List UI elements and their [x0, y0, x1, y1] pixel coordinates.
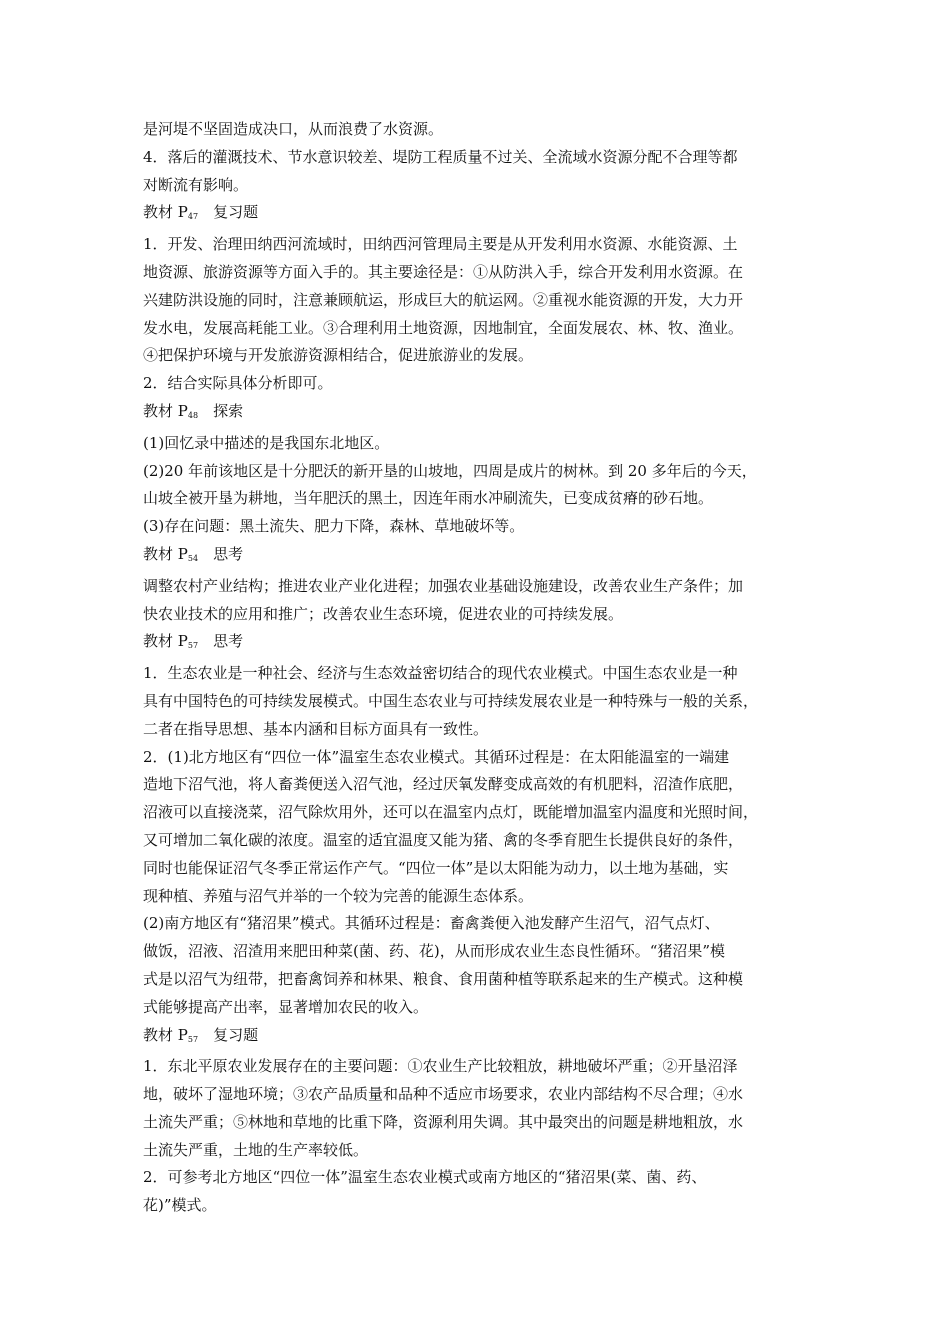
paragraph: 4．落后的灌溉技术、节水意识较差、堤防工程质量不过关、全流域水资源分配不合理等都 对断流有影响。: [143, 147, 738, 194]
paragraph: 1．东北平原农业发展存在的主要问题：①农业生产比较粗放，耕地破坏严重；②开垦沼泽 地，破坏了湿地环境；③农产品质量和品种不适应市场要求，农业内部结构不尽合理；④水 土流失严重；⑤林地和草地的比重下降，资源利用失调。其中最突出的问题是耕地粗放，水 土流失严重，土地的生产率较低。: [143, 1057, 744, 1159]
paragraph: 2．结合实际具体分析即可。: [143, 374, 333, 393]
section-heading: [143, 541, 823, 573]
paragraph: (3)存在问题：黑土流失、肥力下降，森林、草地破坏等。: [143, 517, 525, 536]
paragraph: 1．生态农业是一种社会、经济与生态效益密切结合的现代农业模式。中国生态农业是一种 具有中国特色的可持续发展模式。中国生态农业与可持续发展农业是一种特殊与一般的关系， 二者在指导思想、基本内涵和目标方面具有一致性。: [143, 664, 759, 738]
section-heading: [143, 398, 823, 430]
heading-title: 复习题: [213, 203, 259, 222]
heading-prefix: 教材 P: [143, 632, 188, 651]
heading-title: 探索: [213, 401, 244, 420]
page-number: 48: [187, 410, 199, 420]
section-heading: [143, 199, 823, 231]
heading-prefix: 教材 P: [143, 1025, 188, 1044]
section-heading: [143, 1022, 823, 1054]
heading-title: 思考: [213, 632, 244, 651]
heading-prefix: 教材 P: [143, 544, 188, 563]
heading-title: 思考: [213, 544, 244, 563]
paragraph: 2．可参考北方地区“四位一体”温室生态农业模式或南方地区的“猪沼果(菜、菌、药、 花)”模式。: [143, 1168, 707, 1215]
page-number: 57: [187, 1034, 199, 1044]
heading-prefix: 教材 P: [143, 401, 188, 420]
page-number: 54: [187, 553, 199, 563]
paragraph: (2)南方地区有“猪沼果”模式。其循环过程是：畜禽粪便入池发酵产生沼气，沼气点灯、 做饭，沼液、沼渣用来肥田种菜(菌、药、花)，从而形成农业生态良性循环。“猪沼果”模 式是以沼气为纽带，把畜禽饲养和林果、粮食、食用菌种植等联系起来的生产模式。这种模 式能够提高产出率，显著增加农民的收入。: [143, 914, 744, 1016]
paragraph: (2)20 年前该地区是十分肥沃的新开垦的山坡地，四周是成片的树林。到 20 多年后的今天， 山坡全被开垦为耕地，当年肥沃的黑土，因连年雨水冲刷流失，已变成贫瘠的砂石地。: [143, 461, 757, 508]
paragraph: 是河堤不坚固造成决口，从而浪费了水资源。: [143, 120, 444, 138]
page-number: 57: [187, 641, 199, 651]
document-body: [143, 116, 823, 1220]
section-heading: [143, 628, 823, 660]
heading-title: 复习题: [213, 1025, 259, 1044]
paragraph: 调整农村产业结构；推进农业产业化进程；加强农业基础设施建设，改善农业生产条件；加 快农业技术的应用和推广；改善农业生态环境，促进农业的可持续发展。: [143, 576, 744, 623]
heading-prefix: 教材 P: [143, 203, 188, 222]
paragraph: 2．(1)北方地区有“四位一体”温室生态农业模式。其循环过程是：在太阳能温室的一端建 造地下沼气池，将人畜粪便送入沼气池，经过厌氧发酵变成高效的有机肥料，沼渣作底肥， 沼液可以直接浇菜，沼气除炊用外，还可以在温室内点灯，既能增加温室内温度和光照时间， 又可增加二氧化碳的浓度。温室的适宜温度又能为猪、禽的冬季育肥生长提供良好的条件， 同时也能保证沼气冬季正常运作产气。“四位一体”是以太阳能为动力，以土地为基础，实 现种植、养殖与沼气并举的一个较为完善的能源生态体系。: [143, 747, 759, 905]
page-number: 47: [187, 212, 199, 222]
paragraph: 1．开发、治理田纳西河流域时，田纳西河管理局主要是从开发利用水资源、水能资源、土 地资源、旅游资源等方面入手的。其主要途径是：①从防洪入手，综合开发利用水资源。在 兴建防洪设施的同时，注意兼顾航运，形成巨大的航运网。②重视水能资源的开发，大力开 发水电，发展高耗能工业。③合理利用土地资源，因地制宜，全面发展农、林、牧、渔业。 ④把保护环境与开发旅游资源相结合，促进旅游业的发展。: [143, 235, 744, 365]
paragraph: (1)回忆录中描述的是我国东北地区。: [143, 433, 390, 452]
